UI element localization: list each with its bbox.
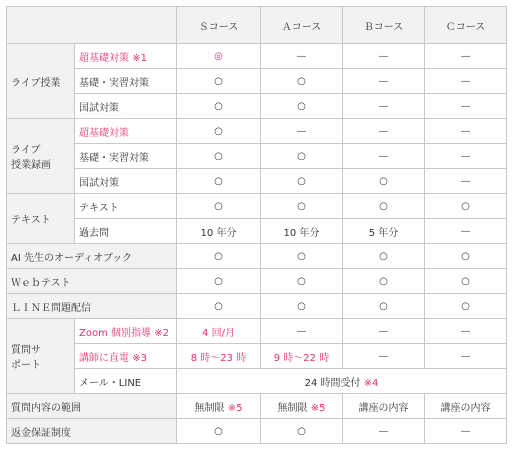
cell-s: ◎ [177,44,261,69]
cell-s: ○ [177,419,261,444]
course-comparison-table [6,6,507,444]
row-label-audiobook: AI 先生のオーディオブック [7,244,177,269]
header-row [7,7,507,44]
header-blank [7,7,177,44]
cell-c: ○ [425,194,507,219]
cell-a: ○ [261,69,343,94]
cell-c: — [425,119,507,144]
cell-c: ○ [425,269,507,294]
cell-b: — [343,319,425,344]
row-label: 講師に直電 ※3 [75,344,177,369]
cell-c: — [425,219,507,244]
table-row [7,319,507,344]
cell-b: ○ [343,244,425,269]
cell-c: — [425,169,507,194]
header-a-course: Ａコース [261,7,343,44]
cell-c: — [425,44,507,69]
cell-c: — [425,69,507,94]
row-label-webtest: Ｗｅｂテスト [7,269,177,294]
row-label-scope: 質問内容の範囲 [7,394,177,419]
cell-s: ○ [177,294,261,319]
cell-b: 5 年分 [343,219,425,244]
cell-mail-all: 24 時間受付 ※4 [177,369,507,394]
cell-s: ○ [177,94,261,119]
row-label: 基礎・実習対策 [75,144,177,169]
cell-b: — [343,144,425,169]
recording-category: ライブ 授業録画 [7,119,75,194]
cell-s: 10 年分 [177,219,261,244]
cell-b: — [343,119,425,144]
header-s-course: Ｓコース [177,7,261,44]
cell-b: ○ [343,169,425,194]
cell-a: ○ [261,294,343,319]
row-label: 国試対策 [75,169,177,194]
table-row [7,119,507,144]
table-row [7,69,507,94]
table-row [7,94,507,119]
cell-a: — [261,319,343,344]
cell-c: — [425,319,507,344]
cell-s: 8 時〜23 時 [177,344,261,369]
cell-a: ○ [261,144,343,169]
cell-s: ○ [177,194,261,219]
cell-s: ○ [177,244,261,269]
cell-a: 9 時〜22 時 [261,344,343,369]
row-label: 国試対策 [75,94,177,119]
cell-s: ○ [177,269,261,294]
table-row [7,419,507,444]
cell-a: ○ [261,169,343,194]
text-category: テキスト [7,194,75,244]
row-label: メール・LINE [75,369,177,394]
cell-b: — [343,419,425,444]
cell-b: — [343,44,425,69]
table-row [7,44,507,69]
row-label: 超基礎対策 [75,119,177,144]
row-label-line: ＬＩＮＥ問題配信 [7,294,177,319]
row-label: 超基礎対策 ※1 [75,44,177,69]
cell-c: — [425,419,507,444]
cell-b: — [343,69,425,94]
support-category: 質問サ ポート [7,319,75,394]
row-label: 過去問 [75,219,177,244]
table-row [7,244,507,269]
table-row [7,144,507,169]
cell-b: ○ [343,294,425,319]
cell-a: ○ [261,94,343,119]
cell-a: 10 年分 [261,219,343,244]
cell-b: — [343,344,425,369]
cell-s: 無制限 ※5 [177,394,261,419]
cell-a: ○ [261,269,343,294]
cell-s: 4 回/月 [177,319,261,344]
cell-c: — [425,344,507,369]
cell-a: — [261,119,343,144]
cell-a: ○ [261,419,343,444]
row-label: 基礎・実習対策 [75,69,177,94]
table-row [7,369,507,394]
row-label: テキスト [75,194,177,219]
cell-a: — [261,44,343,69]
table-row [7,169,507,194]
cell-b: — [343,94,425,119]
cell-c: ○ [425,244,507,269]
row-label-refund: 返金保証制度 [7,419,177,444]
cell-b: ○ [343,269,425,294]
table-row [7,194,507,219]
table-row [7,269,507,294]
cell-a: ○ [261,244,343,269]
row-label: Zoom 個別指導 ※2 [75,319,177,344]
header-b-course: Ｂコース [343,7,425,44]
cell-s: ○ [177,144,261,169]
header-c-course: Ｃコース [425,7,507,44]
cell-b: ○ [343,194,425,219]
cell-b: 講座の内容 [343,394,425,419]
cell-c: — [425,94,507,119]
table-row [7,344,507,369]
cell-a: 無制限 ※5 [261,394,343,419]
cell-s: ○ [177,169,261,194]
cell-a: ○ [261,194,343,219]
cell-c: 講座の内容 [425,394,507,419]
table-row [7,394,507,419]
table-row [7,294,507,319]
table-row [7,219,507,244]
live-category: ライブ授業 [7,44,75,119]
cell-s: ○ [177,69,261,94]
cell-s: ○ [177,119,261,144]
cell-c: — [425,144,507,169]
cell-c: ○ [425,294,507,319]
